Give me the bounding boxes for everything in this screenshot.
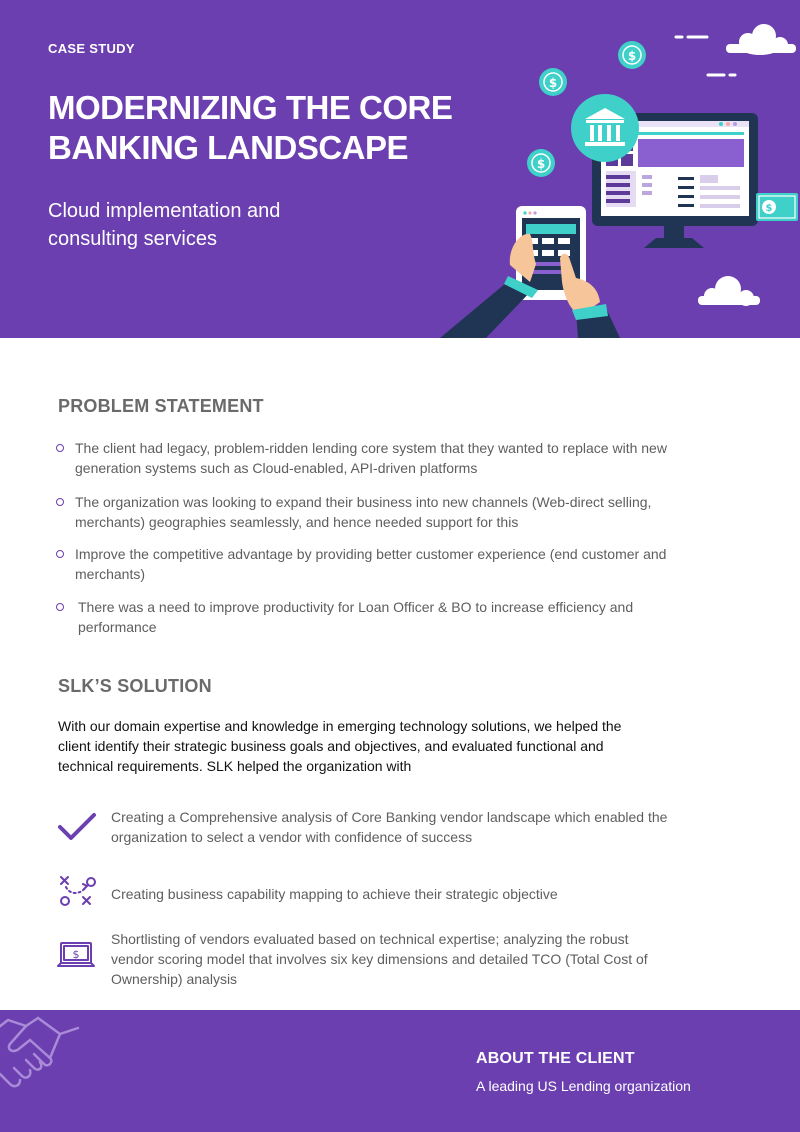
svg-text:$: $ — [765, 203, 773, 214]
hand-icon — [440, 234, 538, 338]
cloud-icon — [726, 24, 796, 55]
list-item: The organization was looking to expand their business into new channels (Web-direct selling, merchants) geographies seamlessly, and hence needed support for this — [56, 492, 676, 532]
handshake-icon — [0, 1010, 90, 1110]
page-title: MODERNIZING THE CORE BANKING LANDSCAPE — [48, 89, 453, 166]
bank-icon — [571, 94, 639, 162]
banknote-icon — [756, 193, 798, 221]
bullet-icon — [56, 444, 64, 452]
svg-text:$: $ — [72, 948, 80, 961]
about-client-heading: ABOUT THE CLIENT — [476, 1050, 635, 1067]
svg-text:$: $ — [536, 157, 546, 171]
solution-heading: SLK’S SOLUTION — [58, 676, 212, 696]
list-item: There was a need to improve productivity for Loan Officer & BO to increase efficiency and performance — [56, 597, 676, 637]
checkmark-icon — [56, 807, 98, 849]
svg-text:$: $ — [627, 49, 637, 63]
problem-bullet-list — [56, 438, 676, 637]
laptop-dollar-icon — [56, 929, 98, 971]
strategy-map-icon — [56, 873, 98, 915]
bullet-icon — [56, 498, 64, 506]
bullet-icon — [56, 603, 64, 611]
digital-banking-illustration — [430, 20, 800, 338]
hand-icon — [560, 254, 620, 338]
about-client-text: A leading US Lending organization — [476, 1078, 691, 1094]
eyebrow-label: CASE STUDY — [48, 41, 135, 56]
about-client-footer — [0, 1010, 800, 1132]
dollar-coin-icon — [539, 68, 567, 96]
cloud-icon — [698, 276, 760, 306]
list-item: Improve the competitive advantage by providing better customer experience (end customer and merchants) — [56, 544, 676, 584]
list-item: The client had legacy, problem-ridden lending core system that they wanted to replace with new generation systems such as Cloud-enabled, API-driven platforms — [56, 438, 676, 478]
hero-banner — [0, 0, 800, 338]
page-subtitle: Cloud implementation and consulting services — [48, 200, 281, 250]
dollar-coin-icon — [618, 41, 646, 69]
solution-intro: With our domain expertise and knowledge in emerging technology solutions, we helped the client identify their strategic business goals and objectives, and evaluated functional and technical requirements. SLK helped the organization with — [58, 718, 622, 774]
dollar-coin-icon — [527, 149, 555, 177]
svg-text:$: $ — [548, 76, 558, 90]
problem-statement-heading: PROBLEM STATEMENT — [58, 396, 264, 416]
bullet-icon — [56, 550, 64, 558]
